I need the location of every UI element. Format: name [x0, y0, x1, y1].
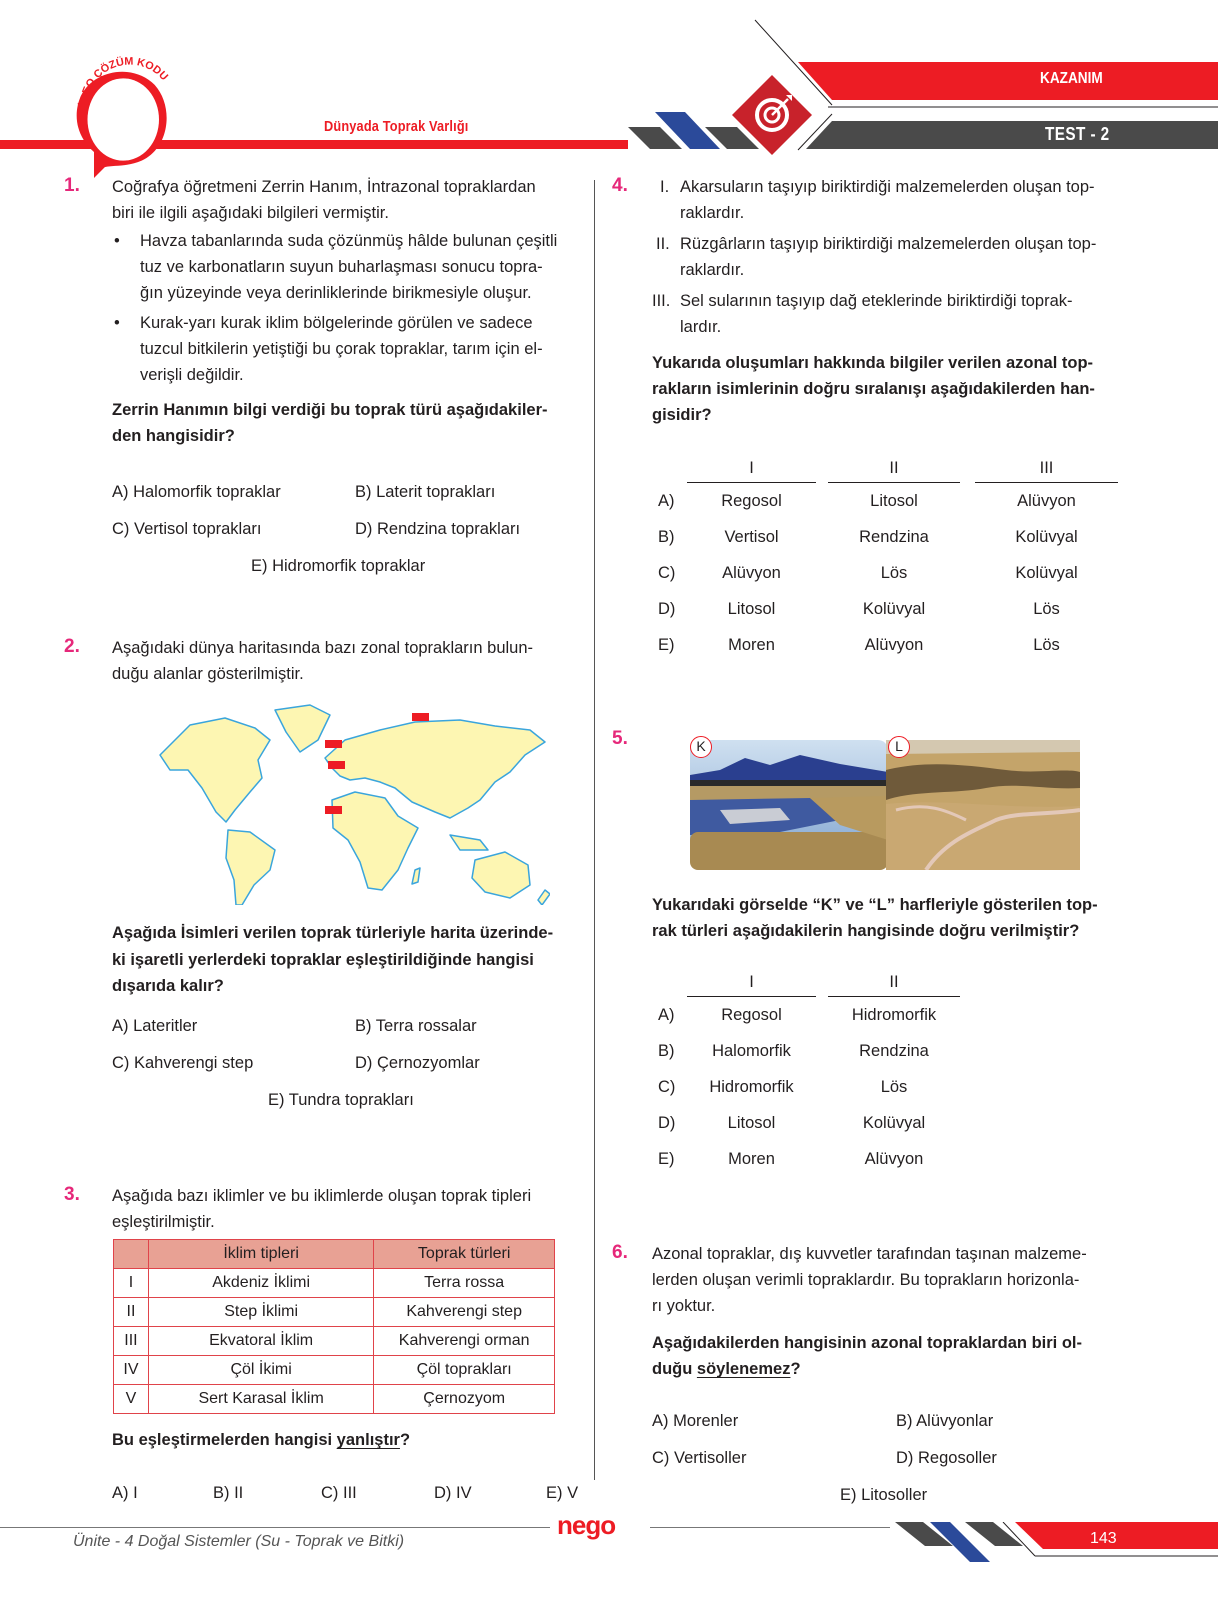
grid-cell: Moren: [728, 1150, 775, 1168]
table-cell: I: [114, 1269, 149, 1298]
grid-header-line: [828, 996, 960, 997]
option-a[interactable]: A) Morenler: [652, 1412, 739, 1430]
text-line: Kurak-yarı kurak iklim bölgelerinde görülen ve sadece: [140, 314, 533, 332]
option-b[interactable]: B) II: [213, 1484, 244, 1502]
text-line: Aşağıda bazı iklimler ve bu iklimlerde oluşan toprak tipleri: [112, 1187, 532, 1205]
table-cell: Çernozyom: [374, 1385, 555, 1414]
statement-num: I.: [660, 178, 670, 196]
option-e[interactable]: E) Hidromorfik topraklar: [251, 557, 426, 575]
text-line: raklardır.: [680, 261, 745, 279]
grid-header: I: [749, 459, 754, 477]
question-intro: [652, 1241, 1087, 1319]
grid-cell: Lös: [1033, 636, 1060, 654]
text-line: Yukarıda oluşumları hakkında bilgiler verilen azonal top-: [652, 354, 1094, 372]
option-label: D): [658, 600, 676, 618]
grid-cell: Litosol: [870, 492, 918, 510]
text-line: biri ile ilgili aşağıdaki bilgileri vermiştir.: [112, 204, 389, 222]
table-cell: II: [114, 1298, 149, 1327]
grid-cell: Lös: [880, 1078, 908, 1096]
text-line: eşleştirilmiştir.: [112, 1213, 215, 1231]
grid-cell: Alüvyon: [864, 1150, 924, 1168]
option-c[interactable]: C) Kahverengi step: [112, 1054, 254, 1072]
grid-cell: Moren: [728, 636, 775, 654]
climate-soil-table: [113, 1239, 555, 1414]
option-a[interactable]: A) I: [112, 1484, 138, 1502]
text-line: rı yoktur.: [652, 1297, 716, 1315]
text-line: ğın yüzeyinde veya derinliklerinde birikmesiyle oluşur.: [140, 284, 532, 302]
statement-num: III.: [652, 292, 671, 310]
text-line: raklardır.: [680, 204, 745, 222]
text-span: duğu: [652, 1360, 697, 1378]
option-b[interactable]: B) Terra rossalar: [355, 1017, 477, 1035]
option-label: E): [658, 1150, 675, 1168]
grid-header-line: [828, 482, 960, 483]
statement-num: II.: [656, 235, 670, 253]
table-cell: III: [114, 1327, 149, 1356]
table-cell: Kahverengi orman: [374, 1327, 555, 1356]
map-marker-europe-north: [325, 740, 342, 748]
photo-l-loess-hills: [886, 740, 1080, 870]
test-label: TEST - 2: [1045, 124, 1110, 144]
grid-cell: Alüvyon: [1017, 492, 1076, 510]
option-b[interactable]: B) Alüvyonlar: [896, 1412, 994, 1430]
grid-cell: Hidromorfik: [851, 1006, 937, 1024]
table-cell: Step İklimi: [148, 1298, 373, 1327]
world-map: [150, 700, 550, 905]
grid-header-line: [975, 482, 1118, 483]
grid-cell: Kolüvyal: [862, 600, 926, 618]
table-header-row: [114, 1240, 555, 1269]
grid-cell: Rendzina: [859, 1042, 929, 1060]
question-number: 5.: [612, 728, 628, 749]
text-line: lerden oluşan verimli topraklardır. Bu toprakların horizonla-: [652, 1271, 1080, 1289]
text-line: ki işaretli yerlerdeki topraklar eşleştirildiğinde hangisi: [112, 950, 534, 969]
grid-header: II: [889, 973, 899, 991]
text-line: duğu alanlar gösterilmiştir.: [112, 665, 304, 683]
text-line: Zerrin Hanımın bilgi verdiği bu toprak türü aşağıdakiler-: [112, 401, 548, 419]
grid-cell: Alüvyon: [722, 564, 781, 582]
table-header-cell: [114, 1240, 149, 1269]
column-divider: [594, 180, 595, 1480]
table-cell: Çöl İkimi: [148, 1356, 373, 1385]
text-line: [652, 1356, 1082, 1382]
option-c[interactable]: C) III: [321, 1484, 357, 1502]
option-e[interactable]: E) Litosoller: [840, 1486, 928, 1504]
text-span: ?: [790, 1360, 801, 1378]
table-cell: Terra rossa: [374, 1269, 555, 1298]
question-number: 3.: [64, 1184, 80, 1205]
text-line: verişli değildir.: [140, 366, 244, 384]
publisher-logo: nego: [557, 1510, 616, 1540]
text-line: Azonal topraklar, dış kuvvetler tarafından taşınan malzeme-: [652, 1245, 1087, 1263]
option-label: A): [658, 1006, 675, 1024]
text-line: gisidir?: [652, 406, 712, 424]
text-line: lardır.: [680, 318, 722, 336]
text-line: Rüzgârların taşıyıp biriktirdiği malzemelerden oluşan top-: [680, 235, 1097, 253]
text-line: tuzcul bitkilerin yetiştiği bu çorak topraklar, tarım için el-: [140, 340, 543, 358]
option-e[interactable]: E) V: [546, 1484, 579, 1502]
grid-cell: Rendzina: [859, 528, 929, 546]
footer-decoration: [895, 1522, 1218, 1572]
footer-line-left: [0, 1527, 550, 1528]
table-cell: Akdeniz İklimi: [148, 1269, 373, 1298]
grid-header-line: [687, 996, 816, 997]
option-d[interactable]: D) Çernozyomlar: [355, 1054, 480, 1072]
option-label: C): [658, 1078, 676, 1096]
question-prompt: [112, 920, 553, 1000]
grid-header: II: [889, 459, 899, 477]
option-a[interactable]: A) Lateritler: [112, 1017, 198, 1035]
bullet-marker: •: [114, 314, 120, 332]
option-d[interactable]: D) Rendzina toprakları: [355, 520, 521, 538]
grid-cell: Regosol: [721, 1006, 782, 1024]
table-header-cell: İklim tipleri: [148, 1240, 373, 1269]
question-prompt: [652, 892, 1098, 944]
text-line: Yukarıdaki görselde “K” ve “L” harfleriyle gösterilen top-: [652, 896, 1098, 914]
table-cell: V: [114, 1385, 149, 1414]
option-label: E): [658, 636, 675, 654]
photo-k-marsh: [690, 740, 888, 870]
bullet-item: [140, 228, 557, 306]
grid-cell: Litosol: [727, 600, 776, 618]
text-line: rak türleri aşağıdakilerin hangisinde doğru verilmiştir?: [652, 922, 1080, 940]
header-decoration: [600, 15, 1218, 170]
question-prompt: [112, 1427, 410, 1453]
table-row: [114, 1356, 555, 1385]
text-span: ?: [399, 1431, 411, 1449]
bullet-item: [140, 310, 543, 388]
option-b[interactable]: B) Laterit toprakları: [355, 483, 496, 501]
map-marker-mediterranean: [328, 761, 345, 769]
text-line: Aşağıda İsimleri verilen toprak türleriyle harita üzerinde-: [112, 924, 554, 942]
table-row: [114, 1298, 555, 1327]
grid-cell: Vertisol: [724, 528, 779, 546]
underlined-word: yanlıştır: [336, 1431, 400, 1449]
topic-title: Dünyada Toprak Varlığı: [324, 118, 469, 135]
text-span: Bu eşleştirmelerden hangisi: [112, 1431, 337, 1449]
text-line: Akarsuların taşıyıp biriktirdiği malzemelerden oluşan top-: [680, 178, 1095, 196]
question-number: 1.: [64, 175, 80, 196]
text-line: Havza tabanlarında suda çözünmüş hâlde bulunan çeşitli: [140, 232, 558, 250]
table-row: [114, 1327, 555, 1356]
grid-cell: Alüvyon: [864, 636, 924, 654]
grid-cell: Regosol: [721, 492, 782, 510]
question-intro: [112, 1183, 531, 1235]
grid-cell: Kolüvyal: [862, 1114, 926, 1132]
footer-line-right: [650, 1527, 890, 1528]
option-e[interactable]: E) Tundra toprakları: [268, 1091, 414, 1109]
statement-text: [680, 174, 1095, 226]
statement-text: [680, 288, 1073, 340]
photo-label-l: L: [888, 736, 910, 758]
table-cell: Çöl toprakları: [374, 1356, 555, 1385]
option-label: C): [658, 564, 676, 582]
grid-cell: Lös: [1033, 600, 1060, 618]
grid-header: III: [1039, 459, 1054, 477]
question-number: 6.: [612, 1242, 628, 1263]
grid-cell: Kolüvyal: [1015, 564, 1078, 582]
option-label: A): [658, 492, 675, 510]
option-d[interactable]: D) IV: [434, 1484, 472, 1502]
grid-cell: Hidromorfik: [709, 1078, 794, 1096]
question-prompt: [652, 1330, 1082, 1382]
statement-text: [680, 231, 1096, 283]
grid-cell: Halomorfik: [712, 1042, 791, 1060]
table-header-cell: Toprak türleri: [374, 1240, 555, 1269]
map-marker-africa: [325, 806, 342, 814]
photo-label-k: K: [690, 736, 712, 758]
table-cell: IV: [114, 1356, 149, 1385]
page-number: 143: [1090, 1530, 1117, 1547]
question-intro: [112, 174, 536, 226]
table-row: [114, 1269, 555, 1298]
question-number: 2.: [64, 636, 80, 657]
option-c[interactable]: C) Vertisol toprakları: [112, 520, 262, 538]
option-label: B): [658, 528, 675, 546]
kazanim-label: KAZANIM: [1040, 70, 1103, 87]
option-label: B): [658, 1042, 675, 1060]
grid-cell: Litosol: [727, 1114, 776, 1132]
text-line: den hangisidir?: [112, 427, 235, 445]
video-solution-badge-icon: [60, 48, 180, 178]
question-number: 4.: [612, 175, 628, 196]
table-row: [114, 1385, 555, 1414]
text-line: rakların isimlerinin doğru sıralanışı aşağıdakilerden han-: [652, 380, 1095, 398]
text-line: Sel sularının taşıyıp dağ eteklerinde biriktirdiği toprak-: [680, 292, 1073, 310]
option-d[interactable]: D) Regosoller: [896, 1449, 997, 1467]
table-cell: Sert Karasal İklim: [148, 1385, 373, 1414]
underlined-word: söylenemez: [696, 1360, 791, 1378]
grid-header: I: [749, 973, 754, 991]
text-line: tuz ve karbonatların suyun buharlaşması sonucu topra-: [140, 258, 543, 276]
question-intro: [112, 635, 533, 687]
question-prompt: [652, 350, 1095, 428]
svg-text:VİDEO ÇÖZÜM KODU: VİDEO ÇÖZÜM KODU: [77, 55, 171, 114]
option-a[interactable]: A) Halomorfik topraklar: [112, 483, 281, 501]
text-line: dışarıda kalır?: [112, 977, 224, 995]
grid-cell: Lös: [880, 564, 908, 582]
option-label: D): [658, 1114, 676, 1132]
text-line: Aşağıdaki dünya haritasında bazı zonal toprakların bulun-: [112, 639, 534, 657]
question-prompt: [112, 397, 548, 449]
table-cell: Kahverengi step: [374, 1298, 555, 1327]
table-cell: Ekvatoral İklim: [148, 1327, 373, 1356]
unit-title: Ünite - 4 Doğal Sistemler (Su - Toprak ve Bitki): [73, 1533, 405, 1550]
map-marker-tundra: [412, 713, 429, 721]
option-c[interactable]: C) Vertisoller: [652, 1449, 747, 1467]
text-line: Coğrafya öğretmeni Zerrin Hanım, İntrazonal topraklardan: [112, 178, 536, 196]
grid-header-line: [687, 482, 816, 483]
grid-cell: Kolüvyal: [1015, 528, 1078, 546]
bullet-marker: •: [114, 232, 120, 250]
text-line: Aşağıdakilerden hangisinin azonal topraklardan biri ol-: [652, 1334, 1082, 1352]
